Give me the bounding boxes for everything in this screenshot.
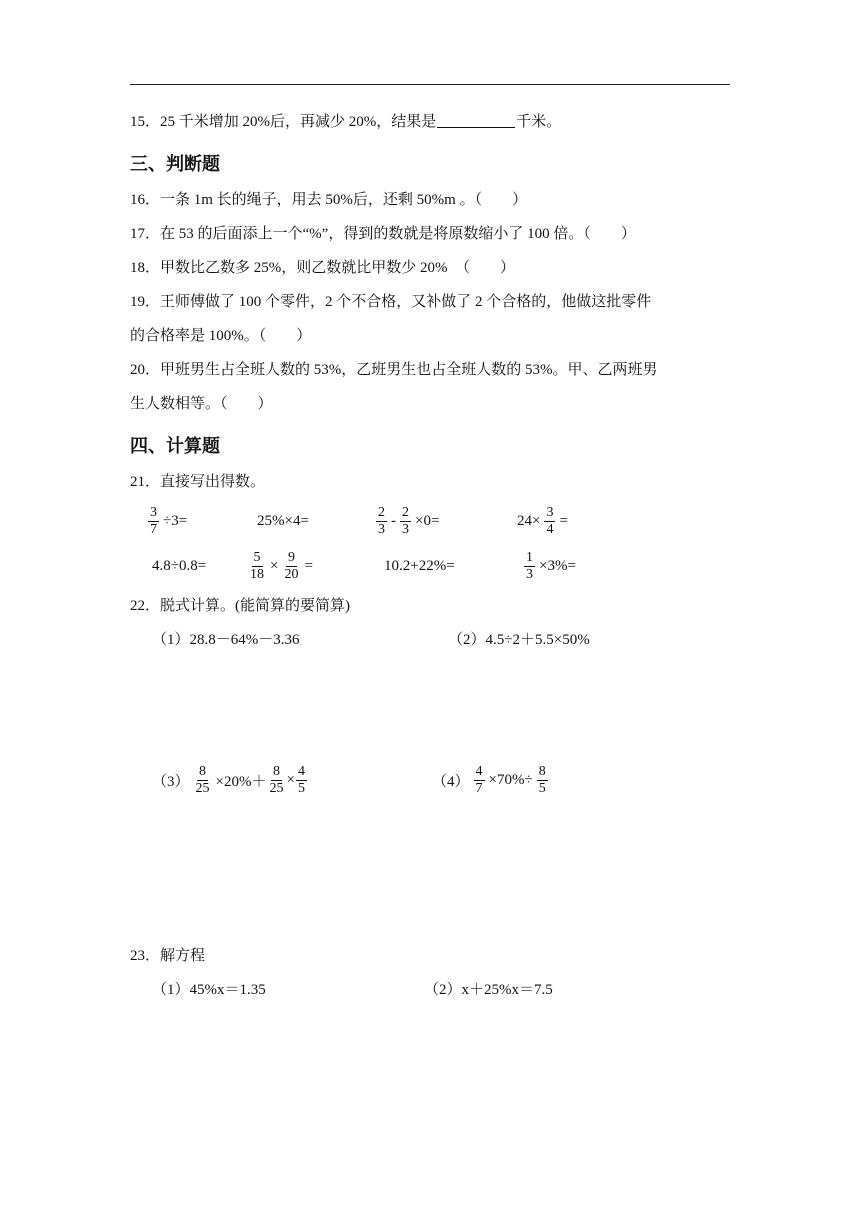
- question-19: [130, 292, 651, 312]
- question-20: [130, 360, 658, 380]
- question-number: 17．: [130, 226, 161, 242]
- question-text: 脱式计算。(能简算的要简算): [160, 598, 351, 614]
- fraction: $\frac{1}{3}$: [526, 549, 533, 582]
- question-text-tail: 千米。: [516, 114, 562, 130]
- question-text-line1: 王师傅做了 100 个零件，2 个不合格，又补做了 2 个合格的，他做这批零件: [160, 294, 652, 310]
- question-text: 一条 1m 长的绳子，用去 50%后，还剩 50%m 。（ ）: [160, 192, 528, 208]
- question-23: [130, 946, 205, 966]
- expr-8: $\frac{1}{3}$ ×3%=: [526, 549, 576, 582]
- fraction: $\frac{5}{18}$: [250, 549, 264, 582]
- question-15: [130, 112, 561, 132]
- fraction: $\frac{3}{7}$: [150, 504, 157, 537]
- q23-part-2: （2）x＋25%x＝7.5: [424, 982, 553, 998]
- fraction: $\frac{8}{5}$: [538, 763, 546, 796]
- question-20-cont: [130, 394, 273, 414]
- fraction: $\frac{3}{4}$: [546, 504, 554, 537]
- question-number: 21．: [130, 474, 161, 490]
- expr-3: $\frac{2}{3}$ - $\frac{2}{3}$ ×0=: [378, 504, 440, 537]
- fraction: $\frac{4}{5}$: [297, 763, 305, 796]
- expr-4: 24× $\frac{3}{4}$ =: [517, 504, 568, 537]
- section-heading-calculation: 四、计算题: [130, 436, 220, 457]
- header-rule: [130, 84, 730, 85]
- fraction: $\frac{2}{3}$: [402, 504, 409, 537]
- section-heading-judgement: 三、判断题: [130, 154, 220, 175]
- question-22: [130, 596, 350, 616]
- question-number: 22．: [130, 598, 161, 614]
- question-number: 20．: [130, 362, 161, 378]
- question-number: 16．: [130, 192, 161, 208]
- q22-part-1: （1）28.8－64%－3.36: [152, 632, 300, 648]
- answer-blank[interactable]: [437, 112, 515, 128]
- question-18: [130, 258, 515, 278]
- expr-2: 25%×4=: [257, 512, 309, 529]
- fraction: $\frac{8}{25}$: [195, 763, 210, 796]
- question-21: [130, 472, 265, 492]
- expr-1: $\frac{3}{7}$ ÷3=: [150, 504, 188, 537]
- question-text-line2: 生人数相等。（ ）: [130, 396, 273, 412]
- fraction: $\frac{4}{7}$: [475, 763, 483, 796]
- question-17: [130, 224, 636, 244]
- fraction: $\frac{9}{20}$: [284, 549, 299, 582]
- question-text: 直接写出得数。: [160, 474, 266, 490]
- expr-5: 4.8÷0.8=: [152, 557, 207, 574]
- question-number: 15．: [130, 114, 161, 130]
- question-number: 18．: [130, 260, 161, 276]
- fraction: $\frac{8}{25}$: [269, 763, 284, 796]
- question-number: 23．: [130, 948, 161, 964]
- q22-part-2: （2）4.5÷2＋5.5×50%: [448, 632, 590, 648]
- question-text-line2: 的合格率是 100%。（ ）: [130, 328, 312, 344]
- fraction: $\frac{2}{3}$: [378, 504, 385, 537]
- q22-part-3: （3） $\frac{8}{25}$ ×20%＋ $\frac{8}{25}$ × $\frac{4}{5}$: [152, 763, 305, 796]
- question-19-cont: [130, 326, 311, 346]
- question-text: 25 千米增加 20%后，再减少 20%，结果是: [160, 114, 437, 130]
- question-text: 解方程: [160, 948, 206, 964]
- question-text-line1: 甲班男生占全班人数的 53%，乙班男生也占全班人数的 53%。甲、乙两班男: [160, 362, 658, 378]
- question-text: 在 53 的后面添上一个“%”，得到的数就是将原数缩小了 100 倍。（ ）: [160, 226, 636, 242]
- question-number: 19．: [130, 294, 161, 310]
- question-text: 甲数比乙数多 25%，则乙数就比甲数少 20% （ ）: [160, 260, 516, 276]
- question-16: [130, 190, 527, 210]
- expr-7: 10.2+22%=: [384, 557, 455, 574]
- q22-part-4: （4） $\frac{4}{7}$ ×70%÷ $\frac{8}{5}$: [432, 763, 546, 796]
- q23-part-1: （1）45%x＝1.35: [152, 982, 266, 998]
- expr-6: $\frac{5}{18}$ × $\frac{9}{20}$ =: [250, 549, 313, 582]
